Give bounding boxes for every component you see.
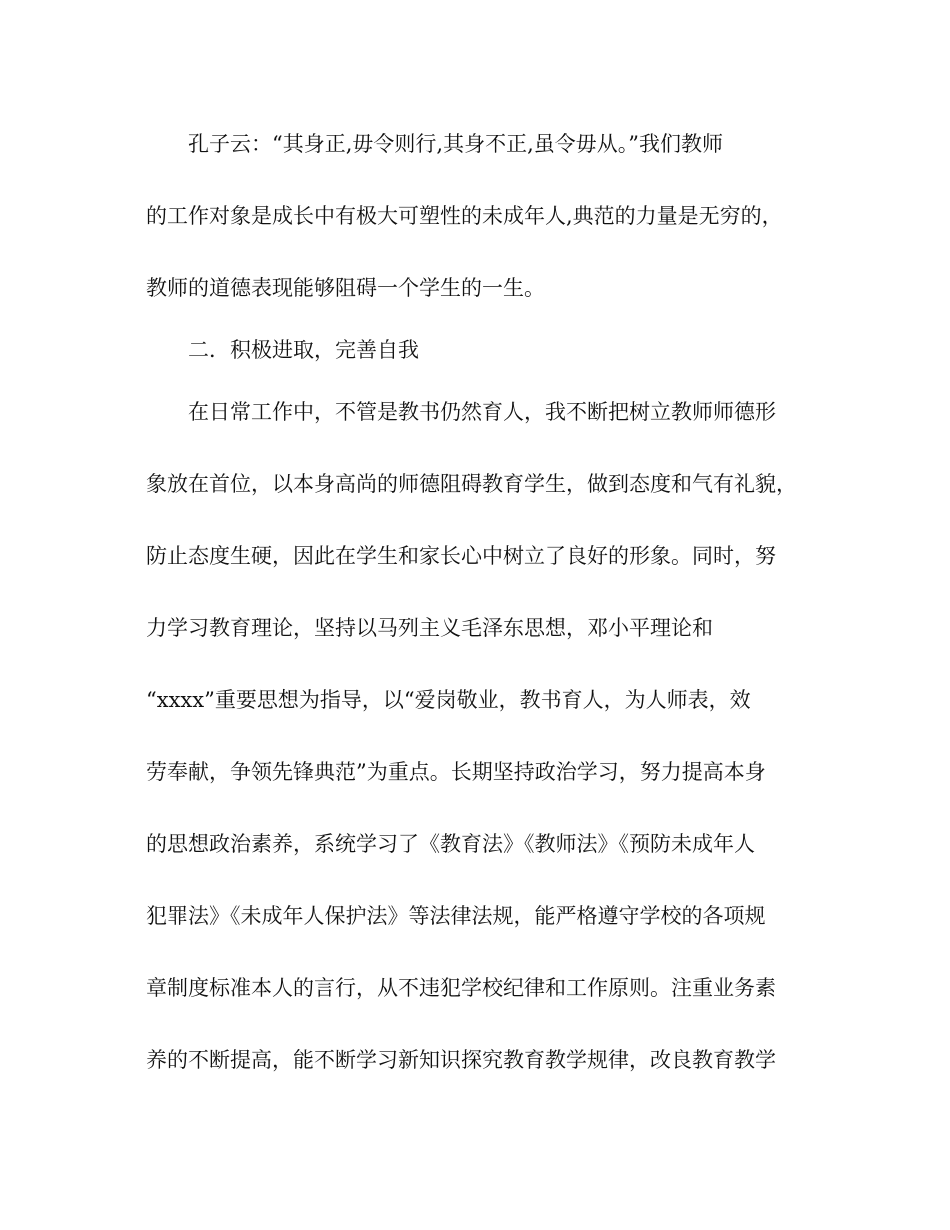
paragraph-line: 劳奉献，争领先锋典范”为重点。长期坚持政治学习，努力提高本身 [146,760,766,784]
paragraph-line: 的思想政治素养，系统学习了《教育法》《教师法》《预防未成年人 [146,832,755,856]
paragraph-line: 的工作对象是成长中有极大可塑性的未成年人,典范的力量是无穷的， [146,204,783,228]
paragraph-line: 力学习教育理论，坚持以马列主义毛泽东思想，邓小平理论和 [146,616,713,640]
paragraph-line: 教师的道德表现能够阻碍一个学生的一生。 [146,276,545,300]
paragraph-line: 在日常工作中，不管是教书仍然育人，我不断把树立教师师德形 [188,400,776,424]
paragraph-line: 犯罪法》《未成年人保护法》等法律法规，能严格遵守学校的各项规 [146,904,766,928]
paragraph-line: “xxxx”重要思想为指导，以“爱岗敬业，教书育人，为人师表，效 [146,688,751,712]
paragraph-line: 防止态度生硬，因此在学生和家长心中树立了良好的形象。同时，努 [146,544,776,568]
paragraph-line: 章制度标准本人的言行，从不违犯学校纪律和工作原则。注重业务素 [146,976,776,1000]
paragraph-line: 孔子云：“其身正,毋令则行,其身不正,虽令毋从。”我们教师 [188,132,723,156]
paragraph-line: 象放在首位，以本身高尚的师德阻碍教育学生，做到态度和气有礼貌， [146,472,797,496]
section-heading: 二．积极进取，完善自我 [188,338,419,362]
paragraph-line: 养的不断提高，能不断学习新知识探究教育教学规律，改良教育教学 [146,1048,776,1072]
